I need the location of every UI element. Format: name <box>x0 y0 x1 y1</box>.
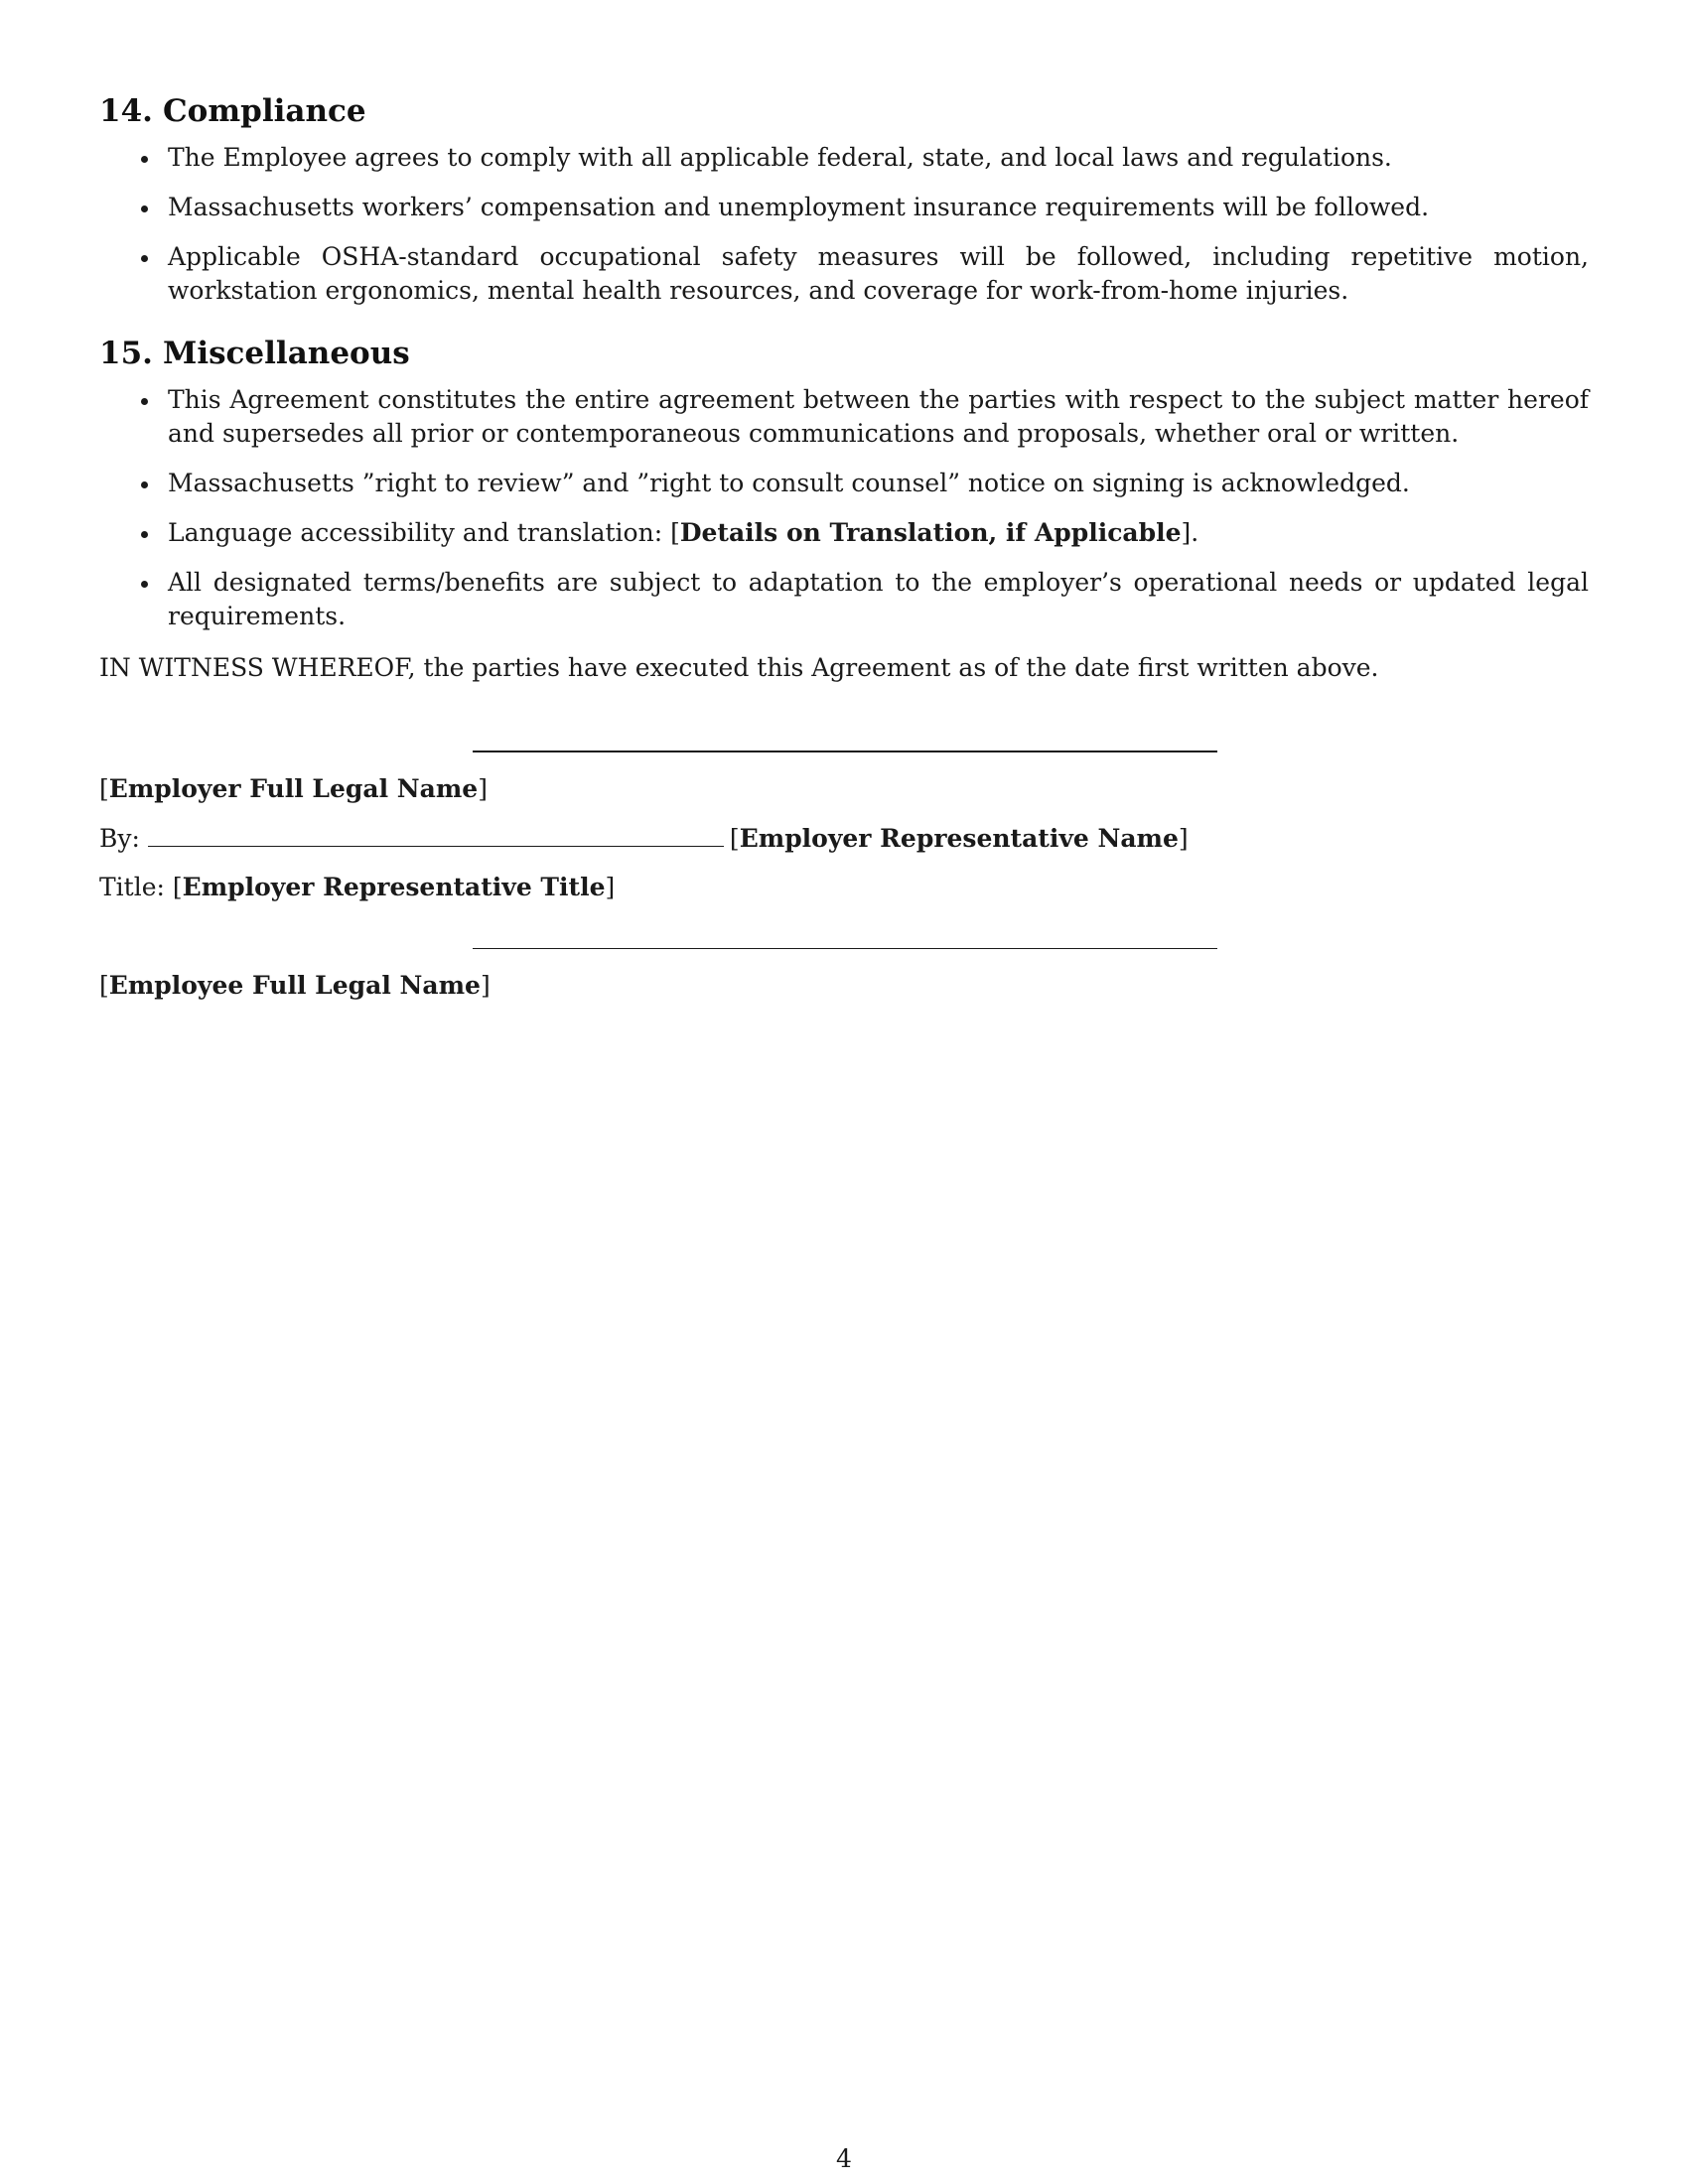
section-heading-miscellaneous <box>99 334 1589 373</box>
list-item-translation <box>99 516 1589 550</box>
by-signature-blank[interactable] <box>148 824 724 847</box>
section-heading-compliance <box>99 91 1589 131</box>
witness-statement: IN WITNESS WHEREOF, the parties have executed this Agreement as of the date first written above. <box>99 653 1379 682</box>
compliance-list <box>99 141 1589 308</box>
list-item: All designated terms/benefits are subject to adaptation to the employer’s operational needs or updated legal requirements. <box>99 566 1589 633</box>
list-item: Applicable OSHA-standard occupational safety measures will be followed, including repetitive motion, workstation ergonomics, mental health resources, and coverage for work-from-home injuries. <box>99 240 1589 308</box>
list-item: The Employee agrees to comply with all applicable federal, state, and local laws and regulations. <box>99 141 1589 175</box>
employee-name-line: [Employee Full Legal Name] <box>99 971 491 1000</box>
title-label: Title: <box>99 873 165 901</box>
employee-signature-line[interactable] <box>473 948 1217 949</box>
translation-suffix: ]. <box>1181 518 1199 547</box>
section-number: 14. <box>99 93 153 129</box>
document-body <box>99 91 1589 685</box>
translation-prefix: Language accessibility and translation: [ <box>168 518 680 547</box>
list-item: Massachusetts workers’ compensation and unemployment insurance requirements will be followed. <box>99 191 1589 224</box>
employee-name-placeholder: Employee Full Legal Name <box>108 971 481 1000</box>
by-label: By: <box>99 824 140 853</box>
page-number: 4 <box>836 2144 852 2173</box>
section-title: Miscellaneous <box>163 336 410 371</box>
employer-rep-title-placeholder: Employer Representative Title <box>182 873 606 901</box>
employer-title-line: Title: [Employer Representative Title] <box>99 873 616 901</box>
employer-rep-name-placeholder: Employer Representative Name <box>739 824 1179 853</box>
section-title: Compliance <box>163 93 366 129</box>
employer-name-line: [Employer Full Legal Name] <box>99 774 488 803</box>
list-item: Massachusetts ”right to review” and ”right to consult counsel” notice on signing is acknowledged. <box>99 467 1589 500</box>
translation-placeholder: Details on Translation, if Applicable <box>679 518 1182 547</box>
list-item: This Agreement constitutes the entire agreement between the parties with respect to the subject matter hereof and supersedes all prior or contemporaneous communications and proposals, whether oral or written. <box>99 383 1589 451</box>
miscellaneous-list <box>99 383 1589 633</box>
employer-name-placeholder: Employer Full Legal Name <box>108 774 479 803</box>
section-number: 15. <box>99 336 153 371</box>
employer-signature-line[interactable] <box>473 751 1217 752</box>
employer-by-line: By: [Employer Representative Name] <box>99 824 1189 853</box>
